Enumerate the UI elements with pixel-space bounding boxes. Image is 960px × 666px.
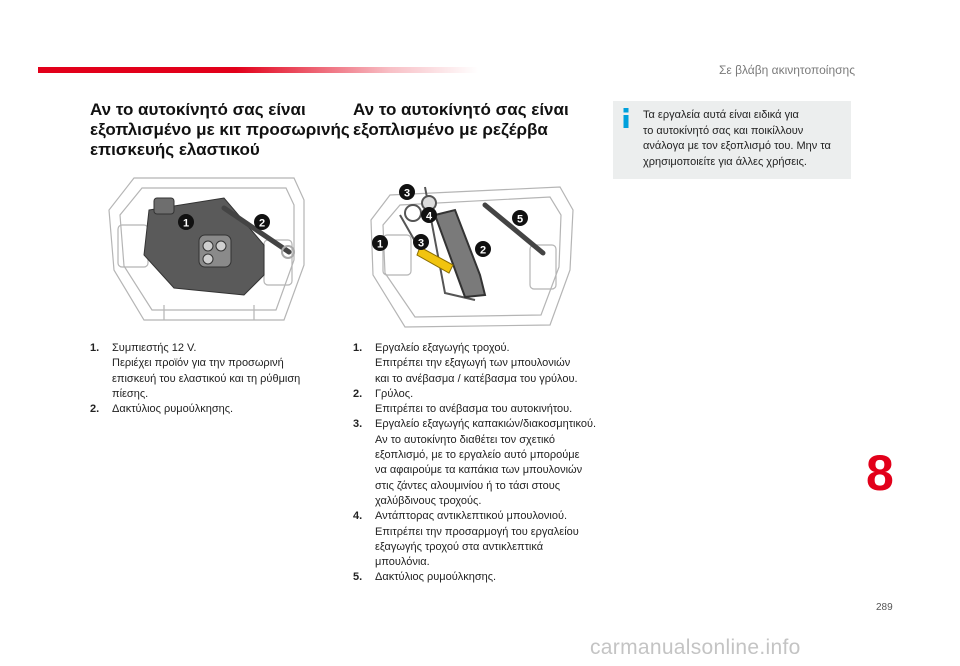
spare-wheel-tools-illustration — [365, 175, 577, 335]
callout-label: 4 — [425, 210, 433, 223]
item-line: πίεσης. — [112, 387, 149, 400]
item-line: Συμπιεστής 12 V. — [112, 342, 197, 354]
info-text — [643, 108, 848, 170]
item-line: Δακτύλιος ρυμούλκησης. — [375, 571, 497, 584]
kit-heading: Αν το αυτοκίνητό σας είναι εξοπλισμένο με κιτ προσωρινής επισκευής ελαστικού — [90, 100, 350, 159]
header-accent-bar — [38, 67, 478, 73]
list-item — [353, 417, 603, 509]
chapter-number: 8 — [866, 445, 894, 501]
item-number: 2. — [353, 387, 363, 400]
item-line: επισκευή του ελαστικού και τη ρύθμιση — [112, 372, 301, 385]
list-item — [353, 341, 603, 387]
callout-label: 2 — [479, 244, 487, 257]
item-number: 5. — [353, 571, 363, 584]
info-icon — [620, 108, 632, 128]
item-line: στις ζάντες αλουμινίου ή το τάσι στους — [375, 479, 561, 492]
item-line: Επιτρέπει το ανέβασμα του αυτοκινήτου. — [375, 403, 573, 416]
callout-label: 3 — [417, 237, 425, 250]
item-number: 1. — [90, 342, 100, 354]
callout-2 — [475, 241, 491, 257]
item-line: Αν το αυτοκίνητο διαθέτει τον σχετικό — [375, 433, 555, 446]
callout-label: 1 — [376, 238, 384, 251]
callout-3-top — [399, 184, 415, 200]
item-line: Επιτρέπει την εξαγωγή των μπουλονιών — [375, 357, 571, 370]
item-line: Εργαλείο εξαγωγής καπακιών/διακοσμητικού. — [375, 418, 597, 431]
item-line: Εργαλείο εξαγωγής τροχού. — [375, 342, 510, 354]
callout-label: 2 — [258, 217, 266, 230]
item-number: 3. — [353, 418, 363, 431]
info-line: χρησιμοποιείτε για άλλες χρήσεις. — [643, 155, 807, 168]
section-title: Σε βλάβη ακινητοποίησης — [718, 63, 855, 77]
callout-1 — [178, 214, 194, 230]
callout-5 — [512, 210, 528, 226]
info-line: το αυτοκίνητό σας και ποικίλλουν — [643, 124, 804, 137]
item-line: μπουλόνια. — [375, 556, 430, 569]
item-line: να αφαιρούμε τα καπάκια των μπουλονιών — [375, 464, 583, 477]
item-line: Γρύλος. — [375, 387, 414, 400]
repair-kit-illustration — [104, 170, 310, 330]
callout-1 — [372, 235, 388, 251]
item-line: εξοπλισμό, με το εργαλείο αυτό μπορούμε — [375, 449, 580, 462]
item-line: Επιτρέπει την προσαρμογή του εργαλείου — [375, 525, 579, 538]
callout-4 — [421, 207, 437, 223]
list-item — [90, 402, 320, 417]
item-number: 4. — [353, 510, 363, 523]
spare-wheel-parts-list — [353, 341, 603, 586]
callout-2 — [254, 214, 270, 230]
item-line: Δακτύλιος ρυμούλκησης. — [112, 403, 234, 416]
callout-3-bottom — [413, 234, 429, 250]
watermark: carmanualsonline.info — [590, 636, 801, 659]
item-number: 1. — [353, 342, 363, 354]
list-item — [353, 387, 603, 418]
item-line: Αντάπτορας αντικλεπτικού μπουλονιού. — [375, 510, 568, 523]
info-line: Τα εργαλεία αυτά είναι ειδικά για — [643, 109, 799, 121]
list-item — [353, 570, 603, 585]
list-item — [90, 341, 320, 402]
info-line: ανάλογα με τον εξοπλισμό του. Μην τα — [643, 140, 831, 152]
callout-label: 1 — [182, 217, 190, 230]
list-item — [353, 509, 603, 570]
page-number: 289 — [876, 602, 893, 613]
item-line: χαλύβδινους τροχούς. — [375, 494, 482, 507]
item-number: 2. — [90, 403, 100, 416]
callout-label: 3 — [403, 187, 411, 200]
item-line: και το ανέβασμα / κατέβασμα του γρύλου. — [375, 372, 578, 385]
kit-parts-list — [90, 341, 320, 417]
item-line: Περιέχει προϊόν για την προσωρινή — [112, 357, 284, 370]
item-line: εξαγωγής τροχού στα αντικλεπτικά — [375, 540, 544, 553]
callout-label: 5 — [516, 213, 524, 226]
spare-wheel-heading: Αν το αυτοκίνητό σας είναι εξοπλισμένο με ρεζέρβα — [353, 100, 569, 139]
